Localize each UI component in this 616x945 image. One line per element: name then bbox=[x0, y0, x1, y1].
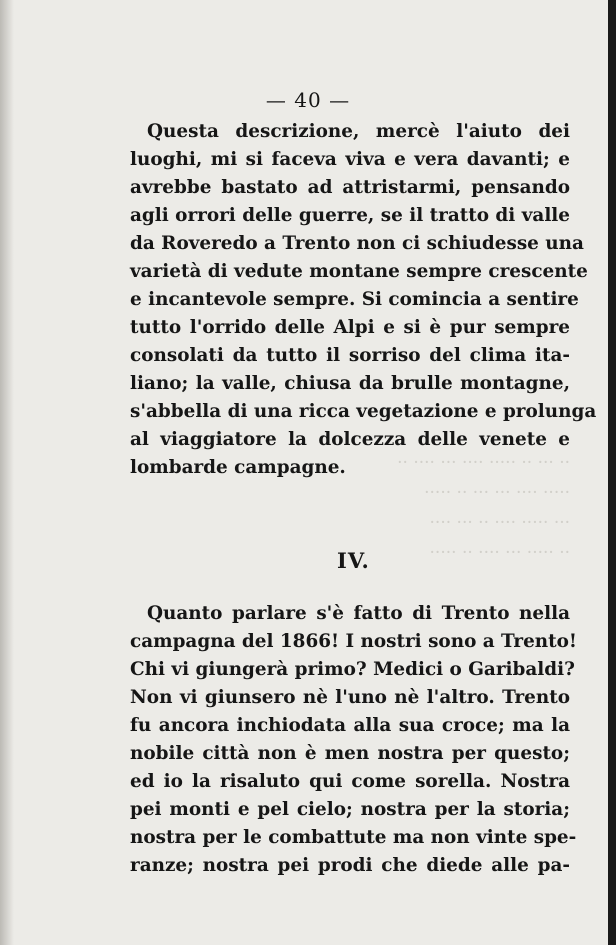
gutter-shadow bbox=[0, 0, 14, 945]
text-line: campagna del 1866! I nostri sono a Trento! bbox=[130, 631, 577, 652]
text-line: Chi vi giungerà primo? Medici o Garibaldi? bbox=[130, 659, 575, 680]
page-number: — 40 — bbox=[265, 88, 351, 112]
text-line: e incantevole sempre. Si comincia a sentire bbox=[130, 289, 579, 310]
text-line: Questa descrizione, mercè l'aiuto dei bbox=[147, 121, 570, 142]
text-line: lombarde campagne. bbox=[130, 457, 346, 478]
text-line: nobile città non è men nostra per questo; bbox=[130, 743, 570, 764]
text-line: pei monti e pel cielo; nostra per la storia; bbox=[130, 799, 570, 820]
text-line: Non vi giunsero nè l'uno nè l'altro. Trento bbox=[130, 687, 570, 708]
text-line: consolati da tutto il sorriso del clima ita- bbox=[130, 345, 570, 366]
text-line: varietà di vedute montane sempre crescente bbox=[130, 261, 588, 282]
page-edge bbox=[608, 0, 616, 945]
text-line: tutto l'orrido delle Alpi e si è pur sempre bbox=[130, 317, 570, 338]
text-line: ed io la risaluto qui come sorella. Nostra bbox=[130, 771, 570, 792]
text-line: al viaggiatore la dolcezza delle venete e bbox=[130, 429, 570, 450]
text-line: agli orrori delle guerre, se il tratto di valle bbox=[130, 205, 570, 226]
text-line: fu ancora inchiodata alla sua croce; ma la bbox=[130, 715, 570, 736]
show-through-texture: ·· ··· ·· ····· ···· ··· ···· ·· ····· ···· ··· ··· ·· ····· ··· ····· ···· ·· ··· ···· ·· ····· ··· ···· ·· ····· bbox=[397, 453, 570, 563]
text-line: avrebbe bastato ad attristarmi, pensando bbox=[130, 177, 570, 198]
text-line: liano; la valle, chiusa da brulle montagne, bbox=[130, 373, 570, 394]
text-line: nostra per le combattute ma non vinte spe- bbox=[130, 827, 577, 848]
text-line: s'abbella di una ricca vegetazione e prolunga bbox=[130, 401, 597, 422]
text-line: ranze; nostra pei prodi che diede alle pa- bbox=[130, 855, 570, 876]
text-line: da Roveredo a Trento non ci schiudesse una bbox=[130, 233, 584, 254]
text-line: luoghi, mi si faceva viva e vera davanti; e bbox=[130, 149, 570, 170]
text-line: Quanto parlare s'è fatto di Trento nella bbox=[147, 603, 570, 624]
section-heading: IV. bbox=[337, 548, 370, 573]
